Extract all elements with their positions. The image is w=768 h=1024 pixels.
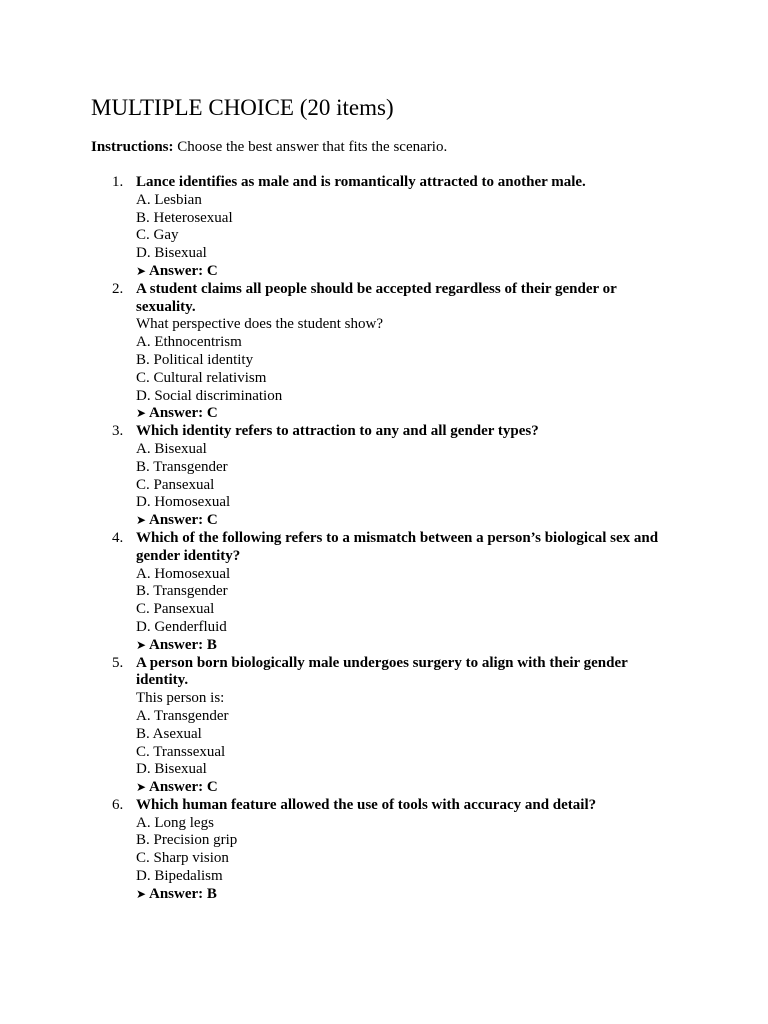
- answer-option: C. Cultural relativism: [136, 369, 267, 386]
- arrow-icon: ➤: [136, 513, 147, 528]
- question-item: [0, 797, 768, 904]
- answer-option: C. Sharp vision: [136, 850, 229, 867]
- answer-option: D. Genderfluid: [136, 618, 227, 635]
- answer-option: C. Transsexual: [136, 743, 226, 760]
- question-text: Which human feature allowed the use of tools with accuracy and detail?: [136, 796, 597, 813]
- correct-answer: [136, 512, 668, 530]
- answer-option: A. Transgender: [136, 707, 229, 724]
- answer-option: B. Asexual: [136, 725, 202, 742]
- answer-label: Answer:: [149, 885, 204, 902]
- answer-option: A. Long legs: [136, 814, 214, 831]
- question-subtext: What perspective does the student show?: [136, 316, 384, 333]
- question-text: A person born biologically male undergoes surgery to align with their gender identity.: [136, 654, 628, 689]
- answer-value: C: [206, 512, 218, 529]
- answer-option: C. Pansexual: [136, 476, 215, 493]
- question-item: [0, 530, 768, 655]
- page-title: MULTIPLE CHOICE (20 items): [91, 95, 394, 120]
- question-subtext: This person is:: [136, 690, 225, 707]
- answer-option: C. Gay: [136, 227, 179, 244]
- answer-option: D. Social discrimination: [136, 387, 283, 404]
- answer-value: C: [206, 262, 218, 279]
- question-item: [0, 655, 768, 797]
- answer-option: A. Bisexual: [136, 440, 207, 457]
- answer-option: A. Homosexual: [136, 565, 231, 582]
- answer-option: D. Homosexual: [136, 494, 231, 511]
- question-item: [0, 423, 768, 530]
- question-text: Lance identifies as male and is romantically attracted to another male.: [136, 174, 586, 190]
- correct-answer: [136, 405, 668, 423]
- question-text: A student claims all people should be accepted regardless of their gender or sexuality.: [136, 280, 617, 315]
- answer-option: B. Political identity: [136, 351, 254, 368]
- instructions-label: Instructions:: [91, 139, 174, 155]
- question-item: [0, 174, 768, 281]
- answer-option: B. Transgender: [136, 583, 228, 600]
- correct-answer: [136, 637, 668, 655]
- question-number: 3.: [112, 423, 124, 440]
- correct-answer: [136, 886, 668, 904]
- arrow-icon: ➤: [136, 780, 147, 795]
- instructions: [91, 138, 447, 156]
- question-text: Which of the following refers to a mismatch between a person’s biological sex and gender identity?: [136, 529, 659, 564]
- correct-answer: [136, 263, 668, 281]
- correct-answer: [136, 779, 668, 797]
- question-item: [0, 281, 768, 423]
- question-number: 6.: [112, 796, 124, 813]
- answer-option: A. Ethnocentrism: [136, 334, 242, 351]
- arrow-icon: ➤: [136, 263, 147, 278]
- answer-option: D. Bisexual: [136, 761, 207, 778]
- answer-label: Answer:: [149, 405, 204, 422]
- question-number: 1.: [112, 174, 124, 190]
- answer-label: Answer:: [149, 262, 204, 279]
- answer-label: Answer:: [149, 779, 204, 796]
- answer-value: B: [206, 636, 217, 653]
- question-list: [0, 174, 768, 904]
- answer-label: Answer:: [149, 636, 204, 653]
- answer-value: B: [206, 885, 217, 902]
- answer-option: B. Precision grip: [136, 832, 238, 849]
- answer-label: Answer:: [149, 512, 204, 529]
- question-number: 2.: [112, 280, 124, 297]
- question-number: 4.: [112, 529, 124, 546]
- arrow-icon: ➤: [136, 886, 147, 901]
- answer-option: D. Bipedalism: [136, 868, 223, 885]
- question-text: Which identity refers to attraction to any and all gender types?: [136, 423, 539, 440]
- answer-value: C: [206, 779, 218, 796]
- answer-value: C: [206, 405, 218, 422]
- arrow-icon: ➤: [136, 406, 147, 421]
- answer-option: D. Bisexual: [136, 245, 207, 262]
- arrow-icon: ➤: [136, 637, 147, 652]
- answer-option: B. Transgender: [136, 458, 228, 475]
- instructions-text: Choose the best answer that fits the scenario.: [173, 139, 448, 155]
- answer-option: C. Pansexual: [136, 601, 215, 618]
- question-number: 5.: [112, 654, 124, 671]
- answer-option: A. Lesbian: [136, 191, 202, 208]
- answer-option: B. Heterosexual: [136, 209, 233, 226]
